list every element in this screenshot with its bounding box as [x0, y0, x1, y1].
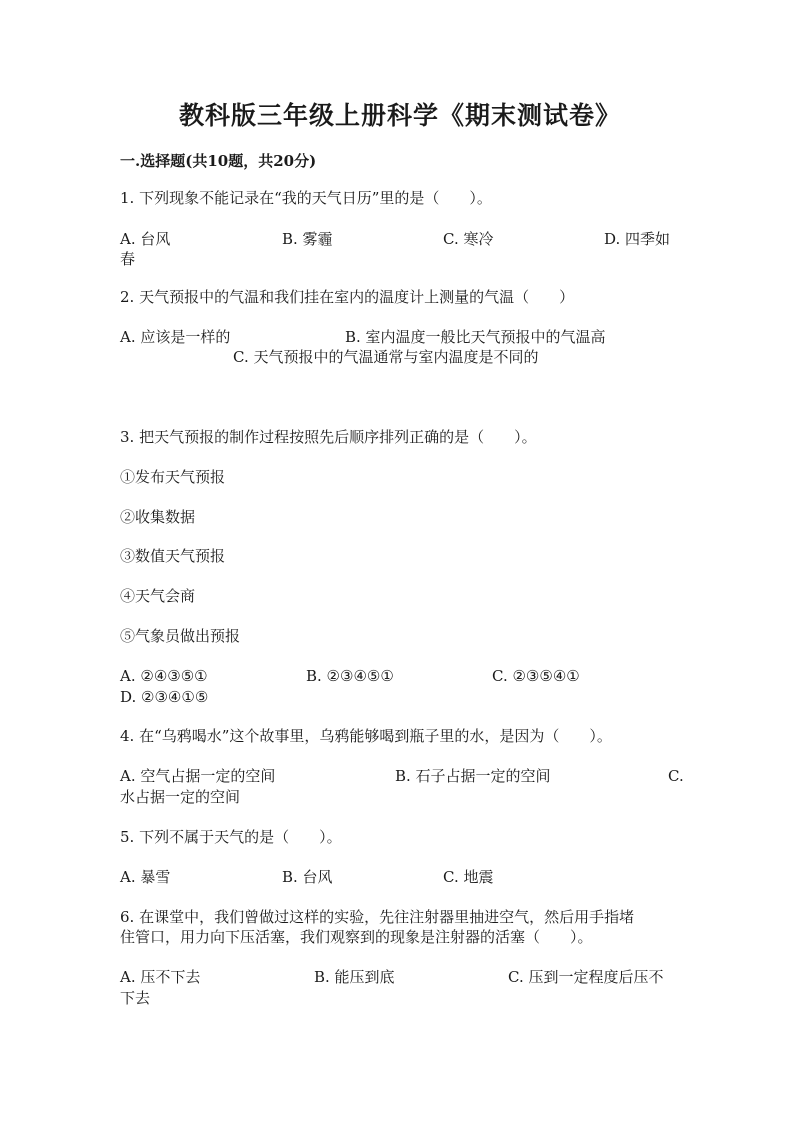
sequence-step-4: ④天气会商 — [120, 587, 196, 605]
question-stem: 1. 下列现象不能记录在“我的天气日历”里的是（ ）。 — [120, 189, 492, 207]
option-b: B. 石子占据一定的空间 — [395, 767, 551, 785]
option-b: B. 能压到底 — [314, 968, 395, 986]
section-heading: 一.选择题(共10题，共20分) — [120, 152, 317, 170]
option-c: C. 压到一定程度后压不 — [508, 968, 664, 986]
option-a: A. 台风 — [120, 230, 171, 248]
option-c: C. 寒冷 — [443, 230, 494, 248]
option-a: A. 空气占据一定的空间 — [120, 767, 276, 785]
document-title: 教科版三年级上册科学《期末测试卷》 — [178, 101, 621, 130]
option-c: C. — [668, 767, 684, 785]
question-stem: 4. 在“乌鸦喝水”这个故事里，乌鸦能够喝到瓶子里的水，是因为（ ）。 — [120, 727, 612, 745]
question-stem: 3. 把天气预报的制作过程按照先后顺序排列正确的是（ ）。 — [120, 428, 537, 446]
option-a: A. ②④③⑤① — [120, 667, 208, 685]
option-c: C. 地震 — [443, 868, 494, 886]
option-b: B. 室内温度一般比天气预报中的气温高 — [345, 328, 606, 346]
option-d: D. ②③④①⑤ — [120, 688, 209, 706]
question-stem-line-2: 住管口，用力向下压活塞，我们观察到的现象是注射器的活塞（ ）。 — [120, 928, 593, 946]
question-stem: 2. 天气预报中的气温和我们挂在室内的温度计上测量的气温（ ） — [120, 288, 575, 306]
option-wrap: 下去 — [120, 989, 151, 1007]
option-a: A. 应该是一样的 — [120, 328, 231, 346]
option-c: C. 天气预报中的气温通常与室内温度是不同的 — [233, 348, 539, 366]
option-c: C. ②③⑤④① — [492, 667, 580, 685]
option-b: B. ②③④⑤① — [306, 667, 394, 685]
option-a: A. 压不下去 — [120, 968, 201, 986]
sequence-step-2: ②收集数据 — [120, 508, 196, 526]
sequence-step-1: ①发布天气预报 — [120, 468, 226, 486]
question-stem: 5. 下列不属于天气的是（ ）。 — [120, 828, 342, 846]
question-stem-line-1: 6. 在课堂中，我们曾做过这样的实验，先往注射器里抽进空气，然后用手指堵 — [120, 908, 635, 926]
option-a: A. 暴雪 — [120, 868, 171, 886]
option-b: B. 雾霾 — [282, 230, 333, 248]
option-b: B. 台风 — [282, 868, 333, 886]
option-wrap: 春 — [120, 250, 136, 268]
option-d: D. 四季如 — [604, 230, 671, 248]
sequence-step-5: ⑤气象员做出预报 — [120, 627, 241, 645]
sequence-step-3: ③数值天气预报 — [120, 547, 226, 565]
option-wrap: 水占据一定的空间 — [120, 788, 241, 806]
